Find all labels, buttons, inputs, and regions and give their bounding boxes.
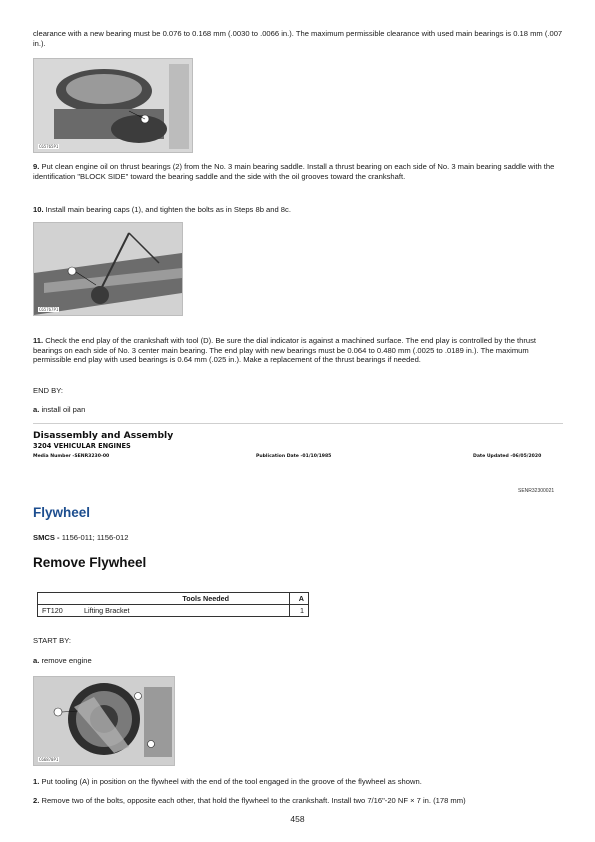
dial-indicator-photo (33, 222, 183, 316)
part-description: Lifting Bracket (80, 605, 290, 617)
document-title: Disassembly and Assembly (33, 430, 174, 441)
end-by-step-a (33, 405, 85, 415)
step-text: remove engine (39, 656, 92, 665)
start-by-step-a (33, 656, 92, 666)
photo-code: C66870P1 (39, 757, 59, 762)
main-bearing-photo (33, 58, 193, 153)
step-number: 10. (33, 205, 44, 214)
media-number: Media Number -SENR3230-00 (33, 454, 110, 459)
flywheel-photo (33, 676, 175, 766)
procedure-title: Remove Flywheel (33, 555, 147, 570)
tools-table-col-a: A (290, 593, 309, 605)
step-text: Check the end play of the crankshaft with tool (D). Be sure the dial indicator is against a machined surface. The end play is controlled by the thrust bearings on each side of No. 3 center main bearing. The end play with new bearings must be 0.064 to 0.480 mm (.0025 to .0189 in.). The maximum permissible end play with used bearings is 0.64 mm (.025 in.). Make a replacement of the thrust bearings if needed. (33, 336, 537, 365)
step-number: a. (33, 656, 40, 665)
step-text: Install main bearing caps (1), and tighten the bolts as in Steps 8b and 8c. (43, 205, 291, 214)
clearance-paragraph: clearance with a new bearing must be 0.076 to 0.168 mm (.0030 to .0066 in.). The maximum permissible clearance with used main bearings is 0.18 mm (.007 in.). (33, 29, 563, 48)
photo-code: C65767P1 (39, 307, 59, 312)
step-11 (33, 336, 563, 365)
publication-date: Publication Date -01/10/1985 (256, 454, 332, 459)
step-1 (33, 777, 563, 787)
step-number: a. (33, 405, 40, 414)
step-number: 2. (33, 796, 40, 805)
tools-table-header: Tools Needed (38, 593, 290, 605)
smcs-codes (33, 533, 128, 543)
step-number: 9. (33, 162, 40, 171)
step-number: 11. (33, 336, 44, 345)
end-by-label: END BY: (33, 386, 63, 395)
section-title: Flywheel (33, 505, 91, 520)
document-id: SENR32300021 (518, 488, 555, 494)
smcs-label: SMCS - (33, 533, 62, 542)
step-text: Put tooling (A) in position on the flywheel with the end of the tool engaged in the groove of the flywheel as shown. (39, 777, 422, 786)
table-row (38, 605, 309, 617)
step-text: Put clean engine oil on thrust bearings (2) from the No. 3 main bearing saddle. Install a thrust bearing on each side of No. 3 main bearing saddle with the identification "BLOCK SIDE" toward the bearing saddle and the side with the oil grooves toward the crankshaft. (33, 162, 555, 181)
part-number: FT120 (38, 605, 81, 617)
photo-code: C65765P1 (39, 144, 59, 149)
start-by-label: START BY: (33, 636, 71, 645)
page-number: 458 (290, 814, 305, 824)
step-9 (33, 162, 563, 181)
step-text: install oil pan (39, 405, 86, 414)
tools-table (37, 592, 309, 617)
step-number: 1. (33, 777, 40, 786)
engine-model: 3204 VEHICULAR ENGINES (33, 442, 131, 450)
step-2 (33, 796, 563, 806)
step-10 (33, 205, 563, 215)
step-text: Remove two of the bolts, opposite each other, that hold the flywheel to the crankshaft. Install two 7/16"-20 NF × 7 in. (178 mm) (39, 796, 466, 805)
part-quantity: 1 (290, 605, 309, 617)
section-divider (33, 423, 563, 424)
smcs-value: 1156-011; 1156-012 (61, 533, 129, 542)
date-updated: Date Updated -06/05/2020 (473, 454, 542, 459)
